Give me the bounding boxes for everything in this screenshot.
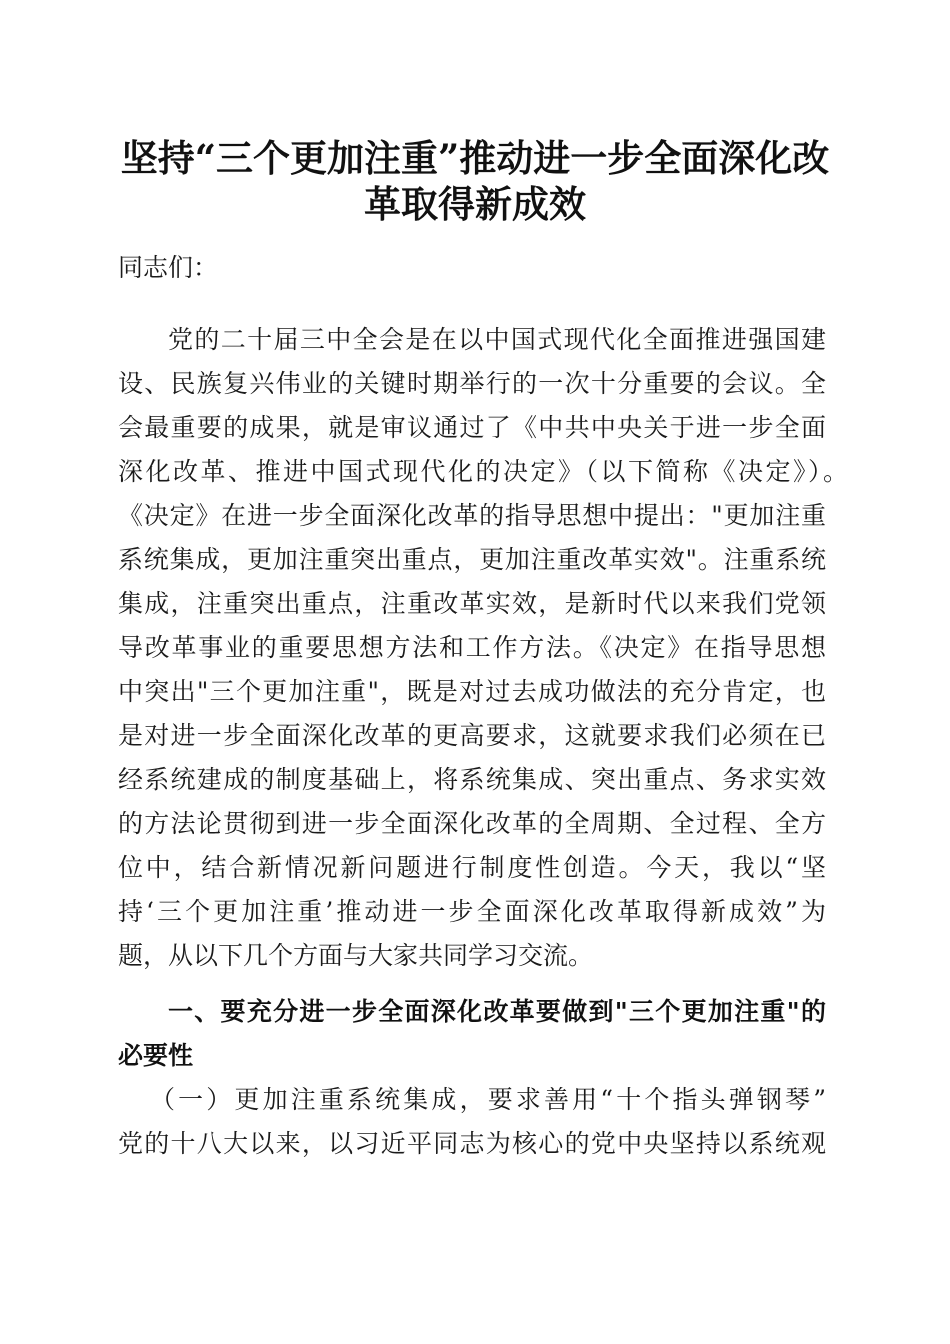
salutation: 同志们： [118,253,219,282]
section-heading-line-2: 必要性 [118,1041,194,1070]
paragraph-line: 的方法论贯彻到进一步全面深化改革的全周期、全过程、全方 [118,809,826,838]
paragraph-line: 集成，注重突出重点，注重改革实效，是新时代以来我们党领 [118,589,826,618]
document-title-line-1: 坚持“三个更加注重”推动进一步全面深化改 [120,136,830,180]
paragraph-line: 党的二十届三中全会是在以中国式现代化全面推进强国建 [168,325,826,354]
subsection-heading: （一）更加注重系统集成，要求善用“十个指头弹钢琴” [150,1085,826,1114]
paragraph-line: 持‘三个更加注重’推动进一步全面深化改革取得新成效”为 [118,897,826,926]
paragraph-line: 党的十八大以来，以习近平同志为核心的党中央坚持以系统观 [118,1129,826,1158]
paragraph-line: 设、民族复兴伟业的关键时期举行的一次十分重要的会议。全 [118,369,826,398]
paragraph-line: 位中，结合新情况新问题进行制度性创造。今天，我以“坚 [118,853,826,882]
paragraph-line: 导改革事业的重要思想方法和工作方法。《决定》在指导思想 [118,633,826,662]
paragraph-line: 系统集成，更加注重突出重点，更加注重改革实效"。注重系统 [118,545,826,574]
paragraph-line: 中突出"三个更加注重"，既是对过去成功做法的充分肯定，也 [118,677,826,706]
section-heading-line-1: 一、要充分进一步全面深化改革要做到"三个更加注重"的 [168,997,826,1026]
paragraph-line: 会最重要的成果，就是审议通过了《中共中央关于进一步全面 [118,413,826,442]
document-title-line-2: 革取得新成效 [364,182,586,226]
paragraph-line: 《决定》在进一步全面深化改革的指导思想中提出："更加注重 [118,501,826,530]
paragraph-line: 是对进一步全面深化改革的更高要求，这就要求我们必须在已 [118,721,826,750]
paragraph-line: 深化改革、推进中国式现代化的决定》（以下简称《决定》）。 [118,457,848,486]
paragraph-line: 题，从以下几个方面与大家共同学习交流。 [118,941,594,970]
paragraph-line: 经系统建成的制度基础上，将系统集成、突出重点、务求实效 [118,765,826,794]
